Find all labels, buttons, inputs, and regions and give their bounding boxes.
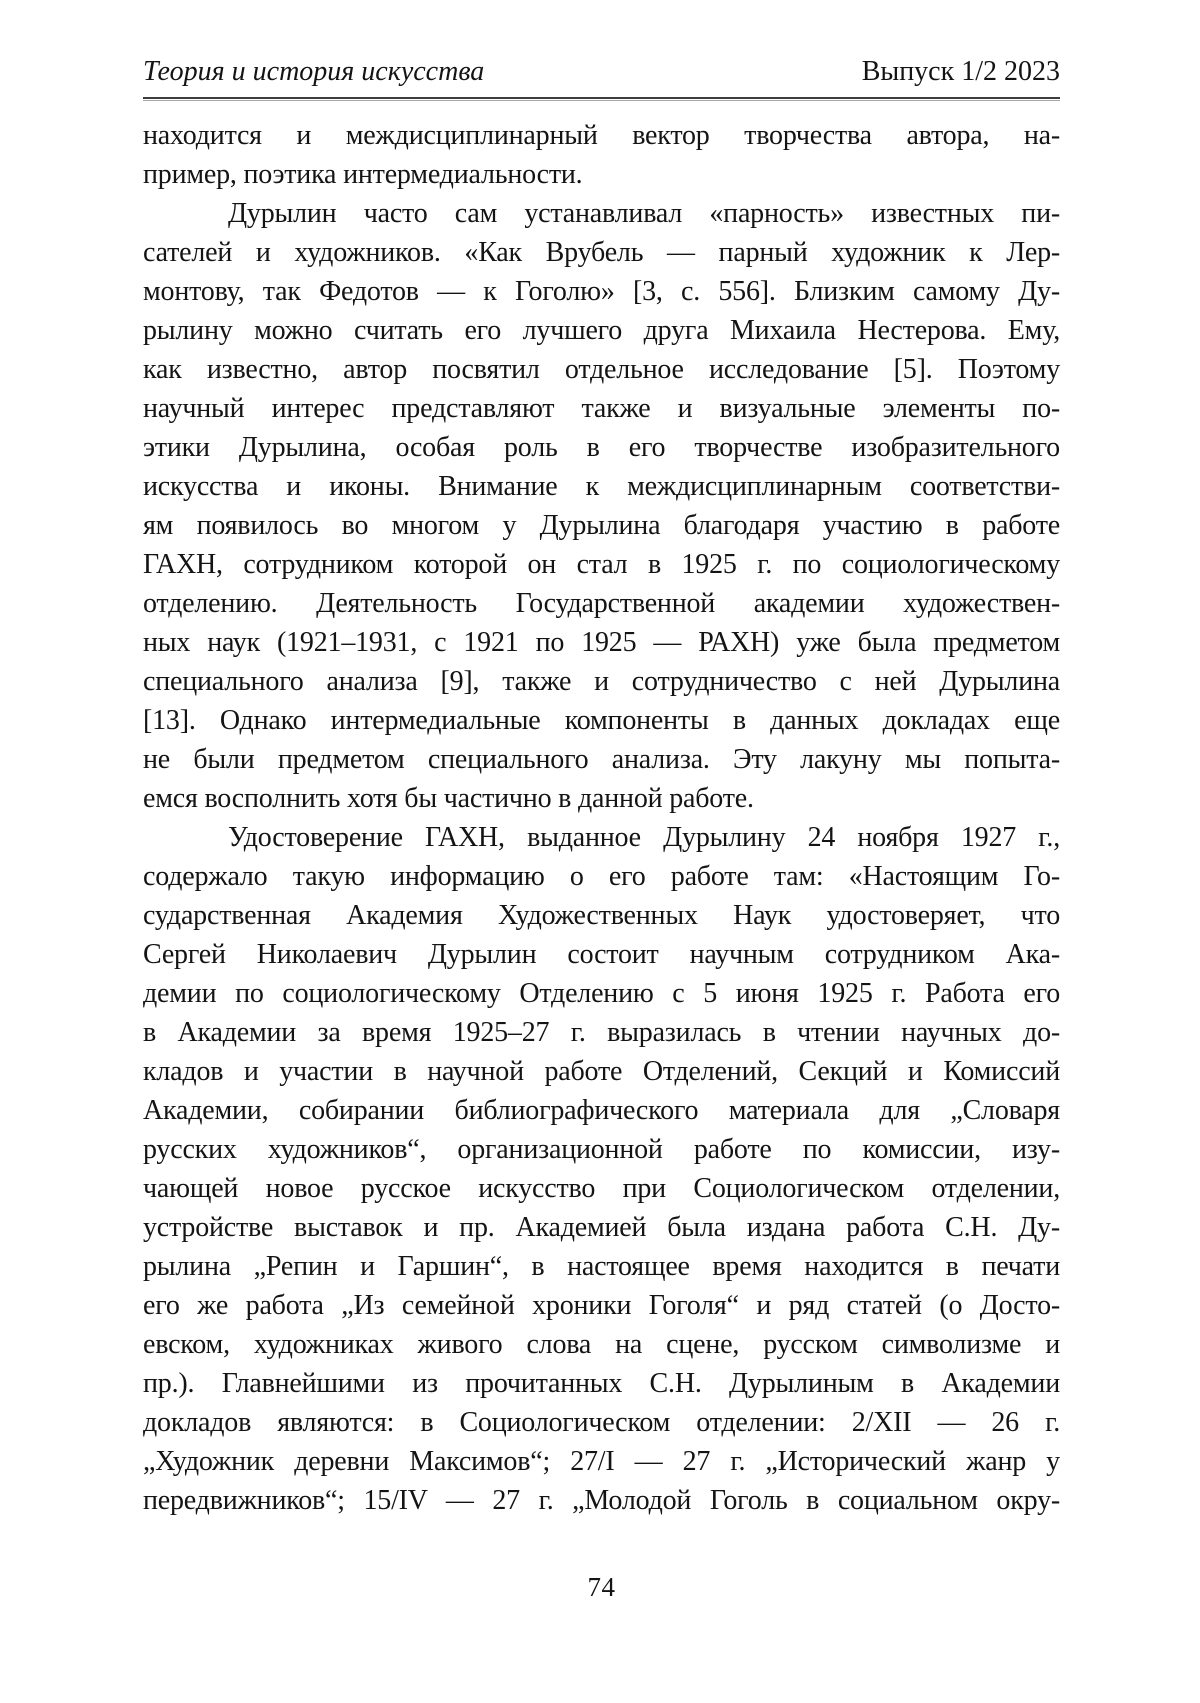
text-line: емся восполнить хотя бы частично в данной работе. xyxy=(143,783,754,814)
text-line: Удостоверение ГАХН, выданное Дурылину 24 ноября 1927 г., xyxy=(228,822,1060,853)
text-line: искусства и иконы. Внимание к междисциплинарным соответстви- xyxy=(143,471,1060,502)
text-line: монтову, так Федотов — к Гоголю» [3, с. 556]. Близким самому Ду- xyxy=(143,276,1060,307)
body-text xyxy=(143,116,1060,1520)
text-line: находится и междисциплинарный вектор творчества автора, на- xyxy=(143,120,1060,151)
text-line: содержало такую информацию о его работе там: «Настоящим Го- xyxy=(143,861,1060,892)
text-line: [13]. Однако интермедиальные компоненты в данных докладах еще xyxy=(143,705,1060,736)
text-line: пример, поэтика интермедиальности. xyxy=(143,159,583,190)
text-line: чающей новое русское искусство при Социологическом отделении, xyxy=(143,1173,1060,1204)
text-line: русских художников“, организационной работе по комиссии, изу- xyxy=(143,1134,1060,1165)
text-line: рылину можно считать его лучшего друга Михаила Нестерова. Ему, xyxy=(143,315,1060,346)
text-line: отделению. Деятельность Государственной академии художествен- xyxy=(143,588,1060,619)
page-header xyxy=(143,56,1060,88)
text-line: рылина „Репин и Гаршин“, в настоящее время находится в печати xyxy=(143,1251,1060,1282)
text-line: устройстве выставок и пр. Академией была издана работа С.Н. Ду- xyxy=(143,1212,1060,1243)
text-line: докладов являются: в Социологическом отделении: 2/XII — 26 г. xyxy=(143,1407,1060,1438)
text-line: не были предметом специального анализа. Эту лакуну мы попыта- xyxy=(143,744,1060,775)
text-line: этики Дурылина, особая роль в его творчестве изобразительного xyxy=(143,432,1060,463)
page-number: 74 xyxy=(587,1572,616,1602)
text-line: кладов и участии в научной работе Отделений, Секций и Комиссий xyxy=(143,1056,1060,1087)
text-line: ных наук (1921–1931, с 1921 по 1925 — РАХН) уже была предметом xyxy=(143,627,1060,658)
text-line: в Академии за время 1925–27 г. выразилась в чтении научных до- xyxy=(143,1017,1060,1048)
text-line: ГАХН, сотрудником которой он стал в 1925 г. по социологическому xyxy=(143,549,1060,580)
text-line: Сергей Николаевич Дурылин состоит научным сотрудником Ака- xyxy=(143,939,1060,970)
header-rule xyxy=(143,97,1060,101)
text-line: сударственная Академия Художественных Наук удостоверяет, что xyxy=(143,900,1060,931)
text-line: передвижников“; 15/IV — 27 г. „Молодой Гоголь в социальном окру- xyxy=(143,1485,1060,1516)
text-line: пр.). Главнейшими из прочитанных С.Н. Дурылиным в Академии xyxy=(143,1368,1060,1399)
text-line: его же работа „Из семейной хроники Гоголя“ и ряд статей (о Досто- xyxy=(143,1290,1060,1321)
text-line: сателей и художников. «Как Врубель — парный художник к Лер- xyxy=(143,237,1060,268)
text-line: специального анализа [9], также и сотрудничество с ней Дурылина xyxy=(143,666,1060,697)
text-line: „Художник деревни Максимов“; 27/I — 27 г. „Исторический жанр у xyxy=(143,1446,1060,1477)
text-line: научный интерес представляют также и визуальные элементы по- xyxy=(143,393,1060,424)
issue-label: Выпуск 1/2 2023 xyxy=(861,56,1060,87)
text-line: как известно, автор посвятил отдельное исследование [5]. Поэтому xyxy=(143,354,1060,385)
running-title: Теория и история искусства xyxy=(143,56,485,87)
text-line: Дурылин часто сам устанавливал «парность» известных пи- xyxy=(228,198,1060,229)
text-line: Академии, собирании библиографического материала для „Словаря xyxy=(143,1095,1060,1126)
text-line: ям появилось во многом у Дурылина благодаря участию в работе xyxy=(143,510,1060,541)
text-line: евском, художниках живого слова на сцене, русском символизме и xyxy=(143,1329,1060,1360)
text-line: демии по социологическому Отделению с 5 июня 1925 г. Работа его xyxy=(143,978,1060,1009)
